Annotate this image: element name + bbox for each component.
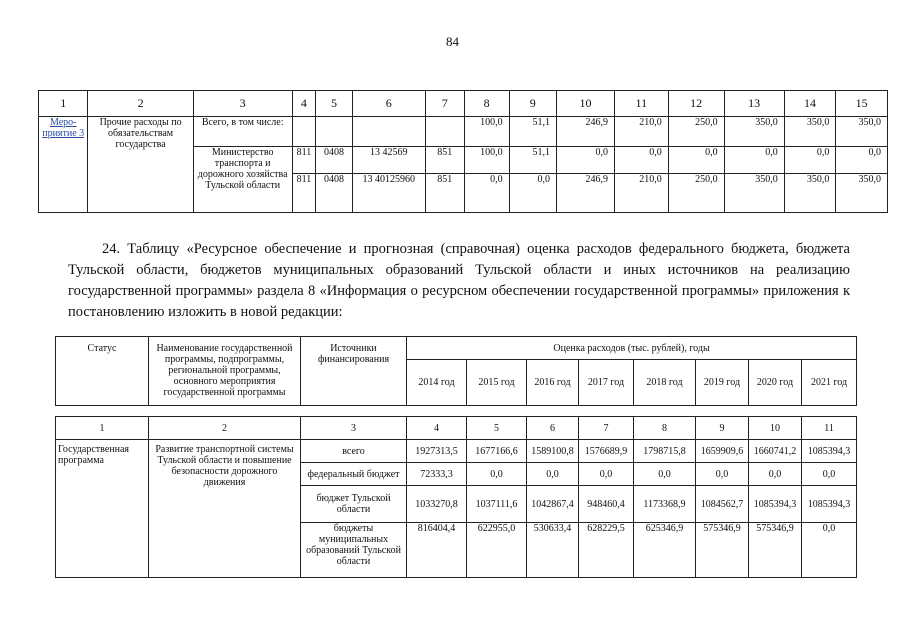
column-number: 13 — [724, 91, 784, 117]
column-index: 7 — [579, 417, 634, 440]
value-cell: 816404,4 — [407, 523, 467, 578]
column-number: 15 — [836, 91, 888, 117]
column-index: 5 — [467, 417, 527, 440]
value-cell: 1589100,8 — [527, 440, 579, 463]
value-cell: 0,0 — [467, 463, 527, 486]
csr-code: 13 42569 — [352, 147, 425, 174]
funding-source: бюджет Тульской области — [301, 486, 407, 523]
program-status: Государственная программа — [56, 440, 149, 578]
paragraph-text: 24. Таблицу «Ресурсное обеспечение и прогнозная (справочная) оценка расходов федерального бюджета, бюджета Тульской области, бюджетов муниципальных образований Тульской области и иных источников на реализацию государственной программы» раздела 8 «Информация о ресурсном обеспечении государственной программы» приложения к постановлению изложить в новой редакции: — [68, 241, 850, 320]
value-cell: 0,0 — [696, 463, 749, 486]
year-header: 2015 год — [467, 360, 527, 406]
value-cell: 1659909,6 — [696, 440, 749, 463]
ministry-name: Министерство транспорта и дорожного хозяйства Тульской области — [193, 147, 292, 213]
year-header: 2014 год — [407, 360, 467, 406]
column-number: 1 — [39, 91, 88, 117]
value-cell: 350,0 — [724, 174, 784, 213]
column-index: 1 — [56, 417, 149, 440]
year-header: 2020 год — [749, 360, 802, 406]
value-cell: 51,1 — [509, 117, 556, 147]
value-cell: 1084562,7 — [696, 486, 749, 523]
column-number: 8 — [464, 91, 509, 117]
value-cell: 350,0 — [836, 174, 888, 213]
value-cell: 1085394,3 — [802, 440, 857, 463]
value-cell: 0,0 — [527, 463, 579, 486]
csr-code: 13 40125960 — [352, 174, 425, 213]
header-program-name: Наименование государственной программы, подпрограммы, региональной программы, основного мероприятия государственной программы — [149, 337, 301, 406]
column-index: 11 — [802, 417, 857, 440]
activity-link-line2: приятие 3 — [42, 128, 85, 139]
value-cell: 0,0 — [749, 463, 802, 486]
value-cell: 575346,9 — [749, 523, 802, 578]
column-number: 12 — [668, 91, 724, 117]
year-header: 2021 год — [802, 360, 857, 406]
funding-source: федеральный бюджет — [301, 463, 407, 486]
total-label: Всего, в том числе: — [193, 117, 292, 147]
value-cell: 0,0 — [668, 147, 724, 174]
value-cell: 350,0 — [784, 117, 836, 147]
value-cell: 0,0 — [802, 463, 857, 486]
value-cell: 1576689,9 — [579, 440, 634, 463]
column-index: 10 — [749, 417, 802, 440]
value-cell: 0,0 — [634, 463, 696, 486]
value-cell: 1660741,2 — [749, 440, 802, 463]
rzpr-code: 0408 — [316, 147, 353, 174]
value-cell: 0,0 — [464, 174, 509, 213]
header-row — [56, 337, 857, 360]
header-funding-source: Источники финансирования — [301, 337, 407, 406]
resource-estimate-table — [55, 336, 857, 578]
column-index-row — [56, 417, 857, 440]
year-header: 2017 год — [579, 360, 634, 406]
value-cell: 250,0 — [668, 174, 724, 213]
table-row — [56, 440, 857, 463]
activity-link-line1: Меро- — [49, 117, 77, 128]
value-cell: 350,0 — [724, 117, 784, 147]
column-number-row — [39, 91, 888, 117]
grbs-code: 811 — [292, 174, 316, 213]
value-cell: 0,0 — [556, 147, 614, 174]
value-cell: 530633,4 — [527, 523, 579, 578]
value-cell: 100,0 — [464, 117, 509, 147]
year-header: 2018 год — [634, 360, 696, 406]
column-number: 4 — [292, 91, 316, 117]
value-cell: 1085394,3 — [749, 486, 802, 523]
value-cell: 250,0 — [668, 117, 724, 147]
value-cell: 246,9 — [556, 174, 614, 213]
page-number: 84 — [446, 34, 459, 49]
value-cell: 575346,9 — [696, 523, 749, 578]
value-cell: 51,1 — [509, 147, 556, 174]
column-index: 8 — [634, 417, 696, 440]
header-estimate: Оценка расходов (тыс. рублей), годы — [407, 337, 857, 360]
value-cell: 1173368,9 — [634, 486, 696, 523]
value-cell: 72333,3 — [407, 463, 467, 486]
value-cell: 1798715,8 — [634, 440, 696, 463]
column-number: 3 — [193, 91, 292, 117]
value-cell: 622955,0 — [467, 523, 527, 578]
spacer-row — [56, 406, 857, 417]
column-number: 9 — [509, 91, 556, 117]
value-cell: 210,0 — [614, 117, 668, 147]
column-index: 6 — [527, 417, 579, 440]
header-status: Статус — [56, 337, 149, 406]
table-row-total — [39, 117, 888, 147]
value-cell: 1927313,5 — [407, 440, 467, 463]
column-number: 10 — [556, 91, 614, 117]
column-index: 3 — [301, 417, 407, 440]
value-cell: 628229,5 — [579, 523, 634, 578]
value-cell: 350,0 — [836, 117, 888, 147]
expense-table-continuation — [38, 90, 888, 213]
grbs-code: 811 — [292, 147, 316, 174]
column-index: 4 — [407, 417, 467, 440]
vr-code: 851 — [425, 174, 464, 213]
value-cell: 100,0 — [464, 147, 509, 174]
year-header: 2019 год — [696, 360, 749, 406]
value-cell: 1677166,6 — [467, 440, 527, 463]
column-index: 2 — [149, 417, 301, 440]
value-cell: 0,0 — [802, 523, 857, 578]
value-cell: 0,0 — [509, 174, 556, 213]
funding-source: всего — [301, 440, 407, 463]
value-cell: 1033270,8 — [407, 486, 467, 523]
value-cell: 625346,9 — [634, 523, 696, 578]
activity-name: Прочие расходы по обязательствам государства — [88, 117, 193, 213]
amendment-paragraph — [68, 239, 850, 323]
year-header: 2016 год — [527, 360, 579, 406]
rzpr-code: 0408 — [316, 174, 353, 213]
column-number: 2 — [88, 91, 193, 117]
column-number: 6 — [352, 91, 425, 117]
value-cell: 0,0 — [724, 147, 784, 174]
value-cell: 1085394,3 — [802, 486, 857, 523]
funding-source: бюджеты муниципальных образований Тульской области — [301, 523, 407, 578]
value-cell: 0,0 — [836, 147, 888, 174]
column-index: 9 — [696, 417, 749, 440]
column-number: 14 — [784, 91, 836, 117]
value-cell: 350,0 — [784, 174, 836, 213]
value-cell: 210,0 — [614, 174, 668, 213]
value-cell: 1042867,4 — [527, 486, 579, 523]
value-cell: 0,0 — [614, 147, 668, 174]
activity-link[interactable] — [39, 117, 88, 213]
value-cell: 246,9 — [556, 117, 614, 147]
column-number: 5 — [316, 91, 353, 117]
column-number: 7 — [425, 91, 464, 117]
value-cell: 0,0 — [579, 463, 634, 486]
program-name: Развитие транспортной системы Тульской области и повышение безопасности дорожного движения — [149, 440, 301, 578]
value-cell: 1037111,6 — [467, 486, 527, 523]
value-cell: 948460,4 — [579, 486, 634, 523]
value-cell: 0,0 — [784, 147, 836, 174]
vr-code: 851 — [425, 147, 464, 174]
column-number: 11 — [614, 91, 668, 117]
